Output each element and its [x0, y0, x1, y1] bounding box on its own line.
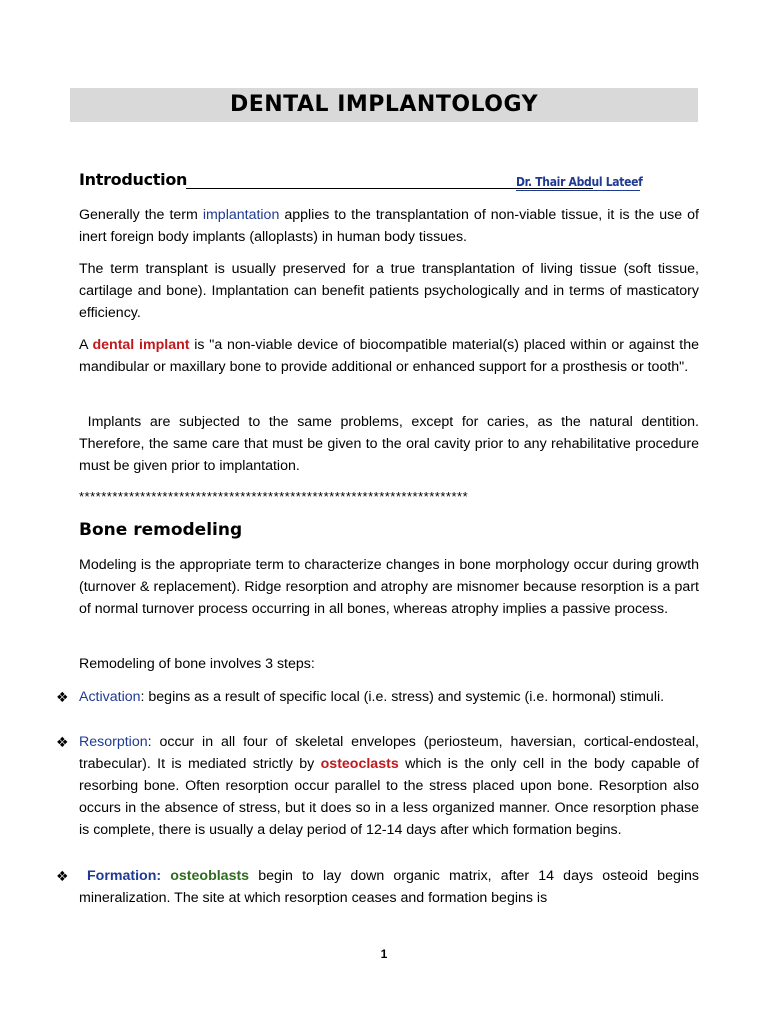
term-dental-implant: dental implant	[92, 337, 190, 353]
author-underline	[516, 190, 640, 191]
section-separator: **********************************************************************	[79, 489, 469, 504]
intro-p3-text-c: is "a non-viable device of biocompatible material(s) placed within or against the mandibular or maxillary bone to provide additional or enhanced support for a prosthesis or tooth".	[79, 337, 700, 375]
introduction-heading: Introduction	[79, 170, 188, 189]
step-resorption-label: Resorption	[79, 734, 148, 750]
term-osteoblasts: osteoblasts	[161, 868, 250, 884]
diamond-bullet-icon: ❖	[56, 868, 69, 884]
document-title: DENTAL IMPLANTOLOGY	[70, 88, 698, 122]
step-resorption	[79, 731, 699, 841]
step-resorption-text-a: : occur in all four of skeletal envelopes (periosteum, haversian, cortical-endosteal, trabecular). It is mediated strictly by	[79, 734, 699, 772]
bone-remodeling-heading: Bone remodeling	[79, 520, 243, 540]
bone-paragraph-2: Remodeling of bone involves 3 steps:	[79, 656, 315, 672]
intro-paragraph-3	[79, 334, 699, 378]
intro-p1-text-c: applies to the transplantation of non-viable tissue, it is the use of inert foreign body implants (alloplasts) in human body tissues.	[79, 207, 699, 245]
author-name: Dr. Thair Abdul Lateef	[516, 175, 643, 189]
diamond-bullet-icon: ❖	[56, 734, 69, 750]
step-formation	[79, 865, 699, 909]
diamond-bullet-icon: ❖	[56, 689, 69, 705]
step-activation-text: : begins as a result of specific local (i.e. stress) and systemic (i.e. hormonal) stimuli.	[140, 689, 665, 705]
intro-paragraph-2: The term transplant is usually preserved for a true transplantation of living tissue (soft tissue, cartilage and bone). Implantation can benefit patients psychologically and in terms of masticatory efficiency.	[79, 261, 699, 321]
intro-paragraph-1	[79, 204, 699, 248]
intro-p3-text-a: A	[79, 337, 93, 353]
step-activation-label: Activation	[79, 689, 141, 705]
page-number: 1	[380, 947, 388, 961]
intro-paragraph-4: Implants are subjected to the same problems, except for caries, as the natural dentition. Therefore, the same care that must be given to the oral cavity prior to any rehabilitative procedure must be given prior to implantation.	[79, 414, 703, 474]
intro-p1-text-a: Generally the term	[79, 207, 203, 223]
step-activation	[79, 686, 699, 708]
step-formation-text: begin to lay down organic matrix, after 14 days osteoid begins mineralization. The site at which resorption ceases and formation begins is	[79, 868, 699, 906]
term-osteoclasts: osteoclasts	[320, 756, 399, 772]
step-formation-label: Formation:	[87, 868, 162, 884]
step-resorption-text-b: which is the only cell in the body capable of resorbing bone. Often resorption occur parallel to the stress placed upon bone. Resorption also occurs in the absence of stress, but it does so in a less organized manner. Once resorption phase is complete, there is usually a delay period of 12-14 days after which formation begins.	[79, 756, 699, 838]
term-implantation: implantation	[202, 207, 280, 223]
bone-paragraph-1: Modeling is the appropriate term to characterize changes in bone morphology occur during growth (turnover & replacement). Ridge resorption and atrophy are misnomer because resorption is a part of normal turnover process occurring in all bones, whereas atrophy implies a passive process.	[79, 557, 699, 617]
